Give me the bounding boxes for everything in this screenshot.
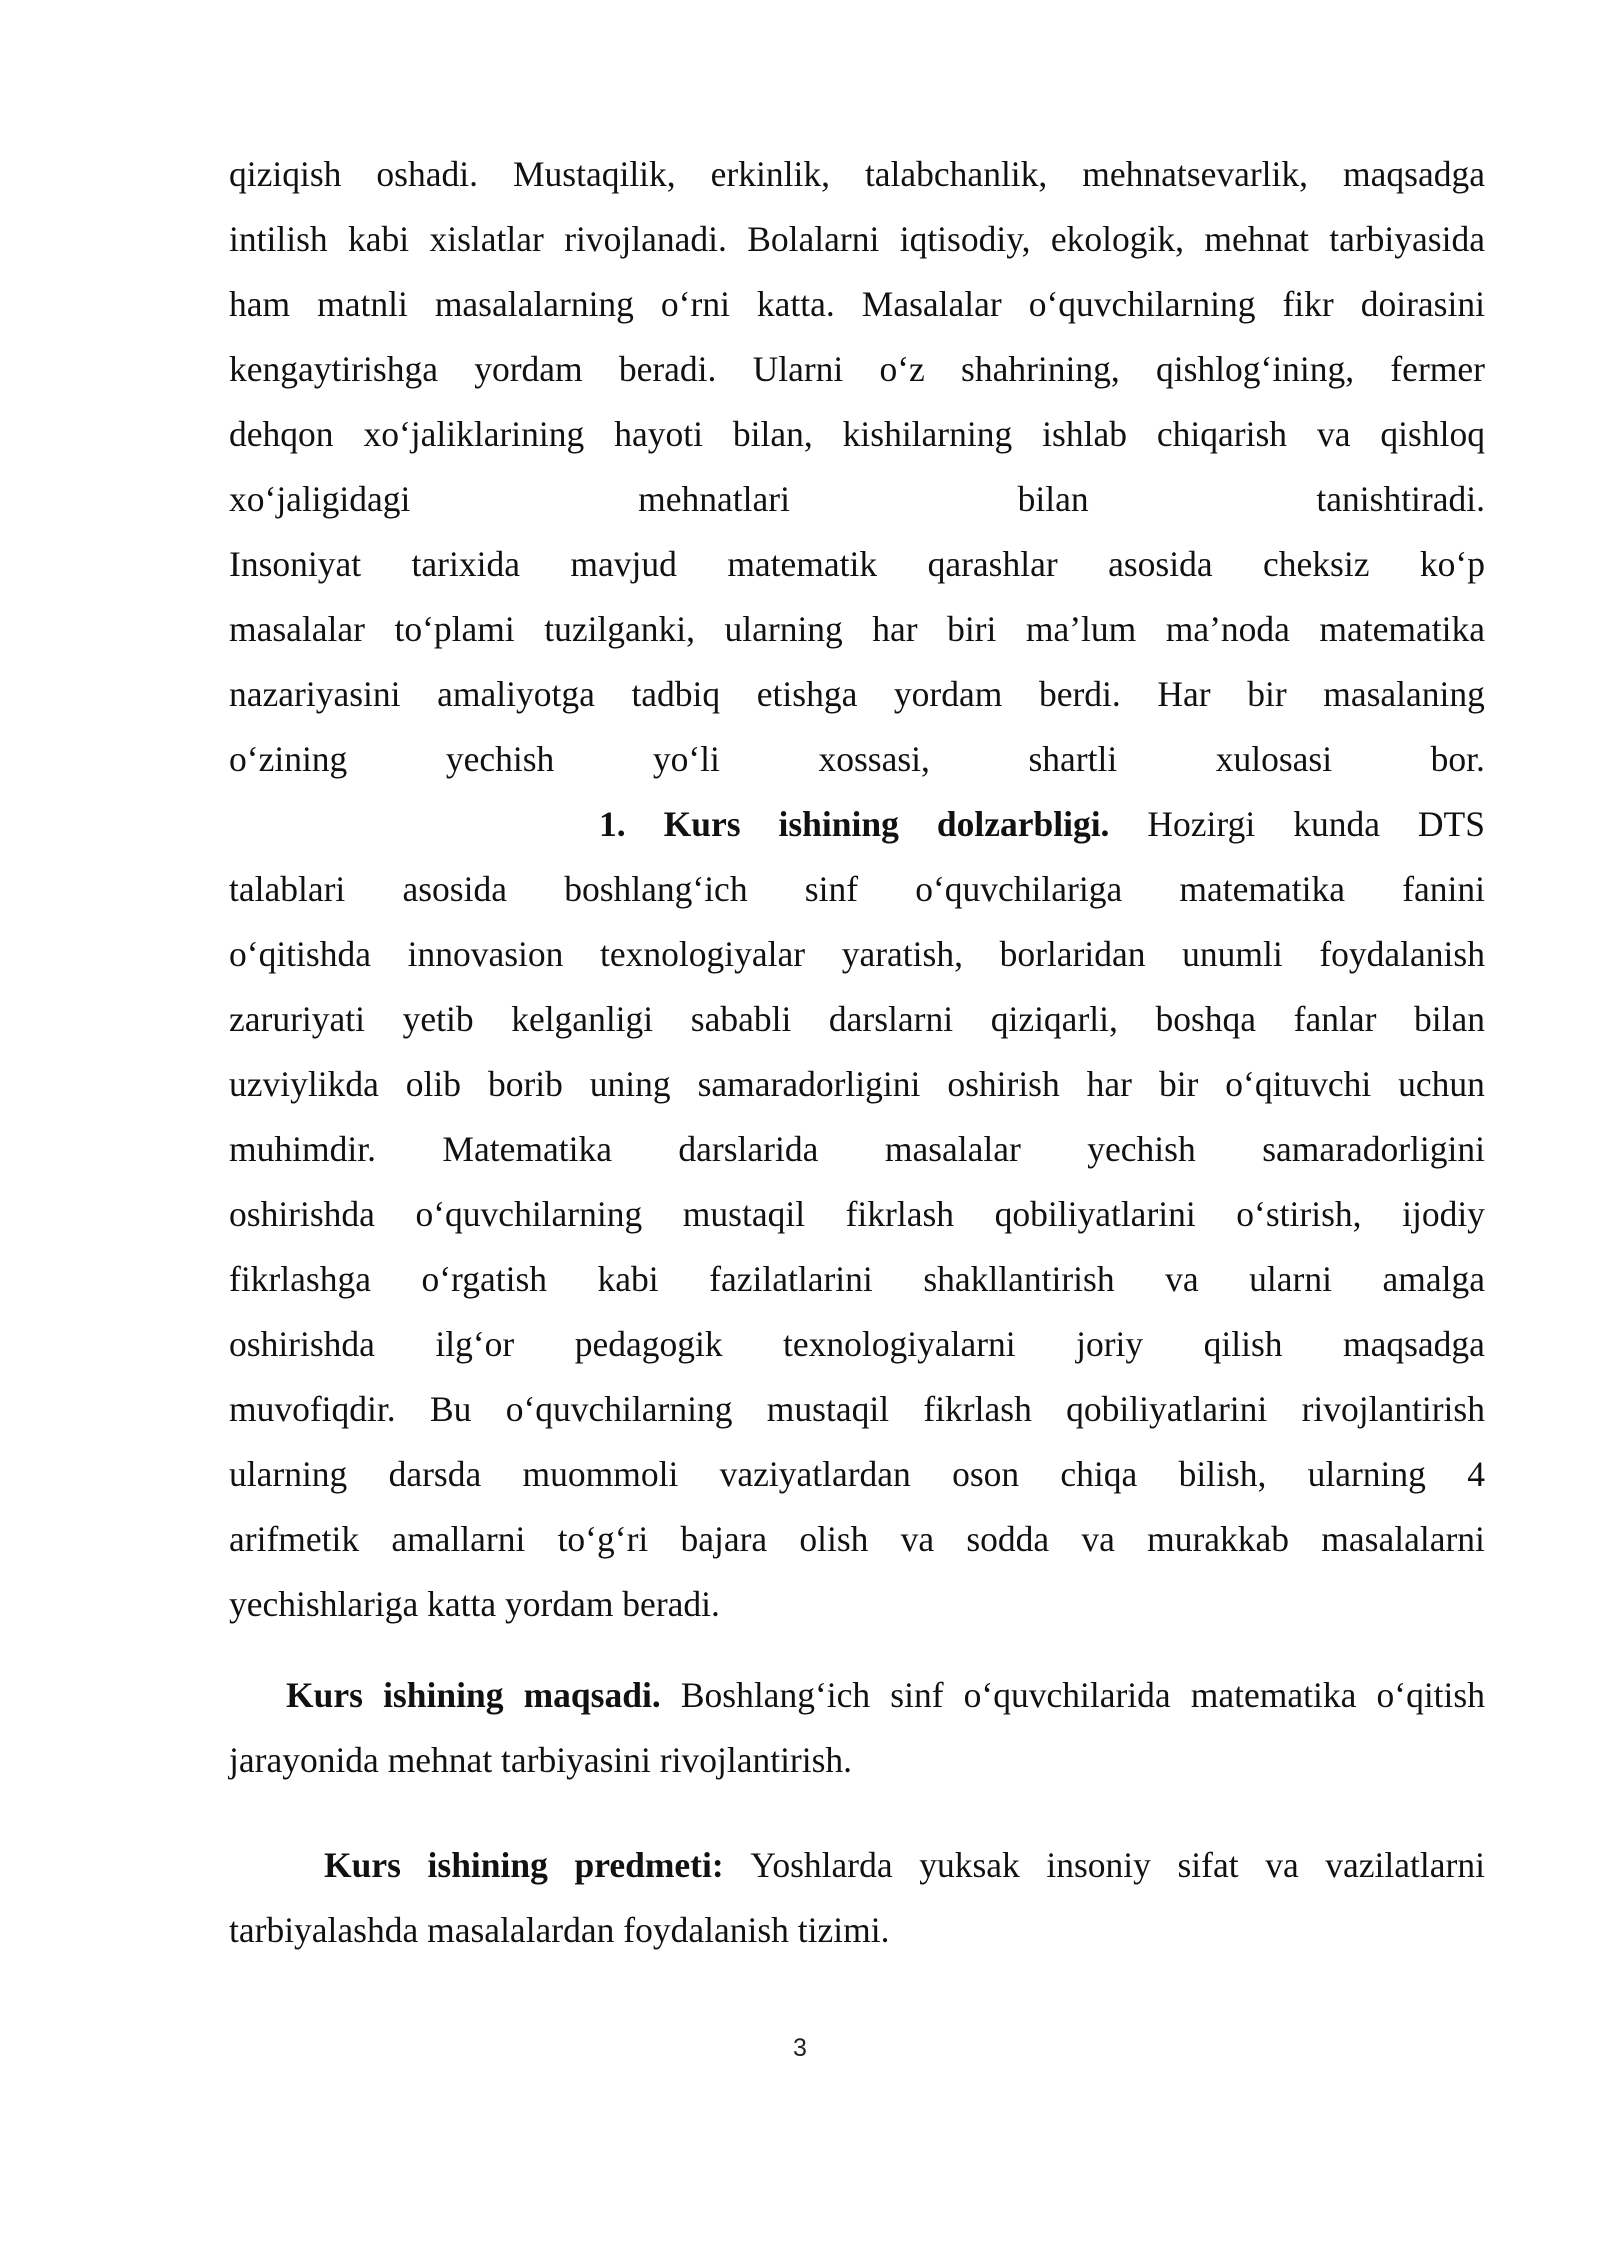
word: uzviylikda xyxy=(229,1064,379,1104)
word: qarashlar xyxy=(927,544,1058,584)
word: vaziyatlardan xyxy=(719,1454,911,1494)
subject-heading-word: Kurs xyxy=(324,1845,401,1885)
word: olib xyxy=(405,1064,462,1104)
word: kengaytirishga xyxy=(229,349,438,389)
word: tuzilganki, xyxy=(544,609,696,649)
word: Hozirgi xyxy=(1147,804,1256,844)
word: mehnatsevarlik, xyxy=(1082,154,1309,194)
word: muommoli xyxy=(522,1454,679,1494)
word: fikrlash xyxy=(845,1194,955,1234)
word: har xyxy=(872,609,918,649)
word: cheksiz xyxy=(1263,544,1370,584)
word: olish xyxy=(799,1519,869,1559)
text-line xyxy=(229,1449,1485,1499)
word: sodda xyxy=(966,1519,1050,1559)
text-line xyxy=(229,604,1485,654)
word: oʻquvchilarning xyxy=(505,1389,733,1429)
word: va xyxy=(1165,1259,1199,1299)
word: oʻrni xyxy=(660,284,730,324)
word: va xyxy=(1265,1845,1299,1885)
word: ularning xyxy=(724,609,843,649)
word: chiqarish xyxy=(1156,414,1288,454)
word: ma’noda xyxy=(1165,609,1290,649)
word: texnologiyalarni xyxy=(783,1324,1016,1364)
word: ilgʻor xyxy=(435,1324,515,1364)
word: Mustaqilik, xyxy=(512,154,676,194)
word: oson xyxy=(952,1454,1020,1494)
text-line xyxy=(229,539,1485,589)
word: bilan, xyxy=(732,414,813,454)
word: DTS xyxy=(1417,804,1485,844)
word: oʻstirish, xyxy=(1236,1194,1362,1234)
word: Ularni xyxy=(752,349,844,389)
word: boshqa xyxy=(1155,999,1257,1039)
text-line xyxy=(229,1254,1485,1304)
word: ekologik, xyxy=(1050,219,1185,259)
word: xulosasi xyxy=(1215,739,1333,779)
word: bilan xyxy=(1017,479,1089,519)
word: iqtisodiy, xyxy=(899,219,1031,259)
subject-heading-word: ishining xyxy=(427,1845,548,1885)
text-line xyxy=(229,994,1485,1044)
word: matematika xyxy=(1190,1675,1357,1715)
word: mustaqil xyxy=(682,1194,806,1234)
word: yoʻli xyxy=(652,739,720,779)
word: fanini xyxy=(1402,869,1485,909)
purpose-heading-word: Kurs xyxy=(286,1675,363,1715)
relevance-heading-word: ishining xyxy=(778,804,899,844)
word: insoniy xyxy=(1046,1845,1151,1885)
word: fazilatlarini xyxy=(709,1259,873,1299)
word: muvofiqdir. xyxy=(229,1389,396,1429)
word: amallarni xyxy=(391,1519,526,1559)
word: boshlangʻich xyxy=(564,869,748,909)
word: amalga xyxy=(1382,1259,1485,1299)
word: toʻplami xyxy=(394,609,515,649)
word: Boshlangʻich xyxy=(680,1675,871,1715)
word: sinf xyxy=(890,1675,944,1715)
text-line xyxy=(229,864,1485,914)
text-line-last xyxy=(229,1735,1485,1785)
word: dehqon xyxy=(229,414,334,454)
purpose-heading-word: ishining xyxy=(383,1675,504,1715)
word: yechish xyxy=(445,739,555,779)
word: matematik xyxy=(727,544,878,584)
word: oʻqitish xyxy=(1376,1675,1485,1715)
text-line xyxy=(229,344,1485,394)
word: kabi xyxy=(348,219,410,259)
word: qilish xyxy=(1203,1324,1283,1364)
word: muhimdir. xyxy=(229,1129,376,1169)
purpose-last-line: jarayonida mehnat tarbiyasini rivojlantirish. xyxy=(229,1740,853,1780)
word: masalalarning xyxy=(434,284,634,324)
word: oshirishda xyxy=(229,1324,375,1364)
word: tarixida xyxy=(411,544,520,584)
text-line xyxy=(229,474,1485,524)
word: bor. xyxy=(1430,739,1485,779)
text-line xyxy=(229,279,1485,329)
word: doirasini xyxy=(1360,284,1485,324)
word: har xyxy=(1086,1064,1133,1104)
word: hayoti xyxy=(614,414,703,454)
word: xoʻjaligidagi xyxy=(229,479,411,519)
word: matnli xyxy=(317,284,408,324)
word: masalalar xyxy=(229,609,366,649)
word: Bu xyxy=(429,1389,472,1429)
relevance-heading-word: 1. xyxy=(599,804,626,844)
text-line-last xyxy=(229,1905,1485,1955)
relevance-heading-word: dolzarbligi. xyxy=(936,804,1110,844)
text-line xyxy=(229,149,1485,199)
word: unumli xyxy=(1182,934,1283,974)
page-number: 3 xyxy=(793,2034,807,2062)
word: samaradorligini xyxy=(697,1064,921,1104)
word: etishga xyxy=(756,674,858,714)
word: yaratish, xyxy=(841,934,963,974)
word: pedagogik xyxy=(574,1324,723,1364)
word: ham xyxy=(229,284,291,324)
word: darslarni xyxy=(828,999,954,1039)
word: yechish xyxy=(1087,1129,1196,1169)
text-line xyxy=(229,1514,1485,1564)
text-line xyxy=(229,214,1485,264)
word: biri xyxy=(947,609,997,649)
word: ishlab xyxy=(1042,414,1127,454)
word: va xyxy=(900,1519,935,1559)
word: sifat xyxy=(1177,1845,1239,1885)
word: oʻqitishda xyxy=(229,934,371,974)
word: qobiliyatlarini xyxy=(994,1194,1196,1234)
word: masalaning xyxy=(1323,674,1485,714)
word: samaradorligini xyxy=(1262,1129,1485,1169)
word: oshirish xyxy=(947,1064,1060,1104)
word: yordam xyxy=(474,349,583,389)
purpose-heading-word: maqsadi. xyxy=(523,1675,661,1715)
word: sababli xyxy=(690,999,792,1039)
relevance-last-line: yechishlariga katta yordam beradi. xyxy=(229,1584,720,1624)
word: asosida xyxy=(402,869,507,909)
text-line xyxy=(229,1319,1485,1369)
word: mavjud xyxy=(570,544,677,584)
word: rivojlanadi. xyxy=(564,219,727,259)
word: bir xyxy=(1247,674,1287,714)
word: bilan xyxy=(1414,999,1485,1039)
word: xislatlar xyxy=(429,219,544,259)
word: kelganligi xyxy=(511,999,654,1039)
word: oʻzining xyxy=(229,739,348,779)
subject-last-line: tarbiyalashda masalalardan foydalanish tizimi. xyxy=(229,1910,890,1950)
word: va xyxy=(1081,1519,1115,1559)
word: chiqa xyxy=(1060,1454,1138,1494)
word: Har xyxy=(1157,674,1211,714)
word: oʻquvchilarning xyxy=(1028,284,1256,324)
word: qishloq xyxy=(1380,414,1485,454)
text-line xyxy=(229,409,1485,459)
word: masalalar xyxy=(884,1129,1021,1169)
word: vazilatlarni xyxy=(1325,1845,1485,1885)
word: xossasi, xyxy=(818,739,930,779)
word: texnologiyalar xyxy=(600,934,806,974)
word: oʻrgatish xyxy=(421,1259,548,1299)
word: Masalalar xyxy=(861,284,1002,324)
word: amaliyotga xyxy=(437,674,595,714)
word: mustaqil xyxy=(766,1389,890,1429)
word: oshirishda xyxy=(229,1194,375,1234)
text-line xyxy=(229,1384,1485,1434)
word: maqsadga xyxy=(1342,1324,1485,1364)
word: 4 xyxy=(1467,1454,1485,1494)
text-line xyxy=(229,669,1485,719)
word: tanishtiradi. xyxy=(1316,479,1485,519)
word: ijodiy xyxy=(1402,1194,1485,1234)
word: maqsadga xyxy=(1343,154,1485,194)
word: borib xyxy=(487,1064,563,1104)
word: shakllantirish xyxy=(923,1259,1115,1299)
word: rivojlantirish xyxy=(1301,1389,1485,1429)
word: oʻz xyxy=(879,349,925,389)
word: sinf xyxy=(804,869,859,909)
word: va xyxy=(1316,414,1351,454)
subject-heading-line xyxy=(324,1840,1485,1890)
word: qiziqarli, xyxy=(990,999,1118,1039)
word: oʻquvchilarida xyxy=(963,1675,1171,1715)
text-line xyxy=(229,1189,1485,1239)
word: matematika xyxy=(1319,609,1485,649)
word: fermer xyxy=(1390,349,1485,389)
word: tarbiyasida xyxy=(1329,219,1485,259)
word: intilish xyxy=(229,219,328,259)
word: fanlar xyxy=(1293,999,1377,1039)
word: Yoshlarda xyxy=(750,1845,893,1885)
word: talablari xyxy=(229,869,346,909)
word: qobiliyatlarini xyxy=(1066,1389,1268,1429)
word: nazariyasini xyxy=(229,674,401,714)
text-line xyxy=(229,929,1485,979)
word: shahrining, xyxy=(961,349,1120,389)
text-line xyxy=(229,734,1485,784)
word: ularning xyxy=(229,1454,348,1494)
word: mehnat xyxy=(1204,219,1309,259)
word: bajara xyxy=(680,1519,768,1559)
word: tadbiq xyxy=(631,674,721,714)
purpose-heading-line xyxy=(286,1670,1485,1720)
word: fikr xyxy=(1282,284,1334,324)
relevance-heading-line xyxy=(599,799,1485,849)
word: murakkab xyxy=(1147,1519,1290,1559)
word: yuksak xyxy=(919,1845,1020,1885)
word: shartli xyxy=(1028,739,1118,779)
word: zaruriyati xyxy=(229,999,366,1039)
word: Matematika xyxy=(442,1129,612,1169)
word: oʻquvchilarning xyxy=(415,1194,643,1234)
word: ularni xyxy=(1249,1259,1332,1299)
word: katta. xyxy=(756,284,835,324)
word: xoʻjaliklarining xyxy=(363,414,585,454)
word: ma’lum xyxy=(1025,609,1137,649)
word: uning xyxy=(589,1064,671,1104)
word: bilish, xyxy=(1178,1454,1267,1494)
word: kabi xyxy=(597,1259,659,1299)
word: mehnatlari xyxy=(638,479,790,519)
word: joriy xyxy=(1076,1324,1144,1364)
word: Bolalarni xyxy=(747,219,880,259)
word: foydalanish xyxy=(1319,934,1485,974)
subject-heading-word: predmeti: xyxy=(574,1845,724,1885)
word: oshadi. xyxy=(376,154,478,194)
word: berdi. xyxy=(1038,674,1121,714)
word: fikrlash xyxy=(923,1389,1032,1429)
relevance-heading-word: Kurs xyxy=(663,804,741,844)
word: fikrlashga xyxy=(229,1259,371,1299)
word: darsda xyxy=(388,1454,482,1494)
word: innovasion xyxy=(407,934,564,974)
word: kunda xyxy=(1293,804,1380,844)
word: bir xyxy=(1158,1064,1199,1104)
word: oʻqituvchi xyxy=(1225,1064,1372,1104)
word: uchun xyxy=(1398,1064,1485,1104)
word: toʻgʻri xyxy=(557,1519,649,1559)
word: asosida xyxy=(1108,544,1213,584)
text-line xyxy=(229,1059,1485,1109)
word: yetib xyxy=(402,999,474,1039)
word: borlaridan xyxy=(999,934,1146,974)
word: kishilarning xyxy=(842,414,1013,454)
word: qiziqish xyxy=(229,154,342,194)
word: beradi. xyxy=(618,349,717,389)
word: yordam xyxy=(893,674,1003,714)
word: masalalarni xyxy=(1321,1519,1485,1559)
word: koʻp xyxy=(1419,544,1485,584)
word: Insoniyat xyxy=(229,544,362,584)
word: arifmetik xyxy=(229,1519,360,1559)
word: erkinlik, xyxy=(710,154,830,194)
text-line xyxy=(229,1124,1485,1174)
text-line-last xyxy=(229,1579,1485,1629)
word: talabchanlik, xyxy=(864,154,1048,194)
word: ularning xyxy=(1307,1454,1426,1494)
word: qishlogʻining, xyxy=(1155,349,1355,389)
word: darslarida xyxy=(678,1129,819,1169)
word: oʻquvchilariga xyxy=(915,869,1123,909)
word: matematika xyxy=(1179,869,1345,909)
